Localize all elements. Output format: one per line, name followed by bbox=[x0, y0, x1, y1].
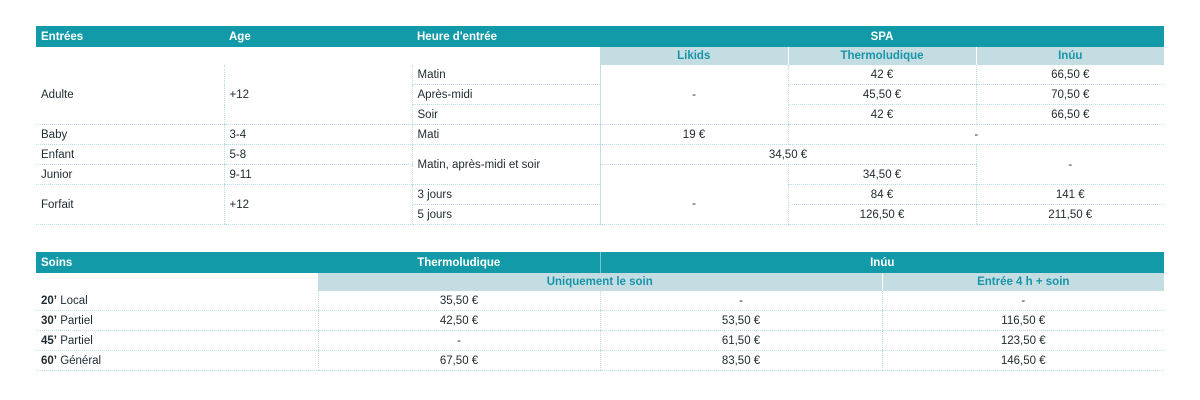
age-junior: 9-11 bbox=[224, 165, 412, 185]
header-entrees: Entrées bbox=[36, 26, 224, 47]
table-row bbox=[36, 351, 1164, 371]
soin-duration: 20’ bbox=[41, 294, 57, 307]
age-enfant: 5-8 bbox=[224, 145, 412, 165]
age-baby: 3-4 bbox=[224, 125, 412, 145]
heure-baby: Mati bbox=[412, 125, 600, 145]
heure-enfant-junior: Matin, après-midi et soir bbox=[412, 145, 600, 185]
header-age: Age bbox=[224, 26, 412, 47]
heure-matin: Matin bbox=[412, 65, 600, 85]
likids-junior-empty bbox=[600, 165, 788, 185]
header-soins: Soins bbox=[36, 252, 318, 273]
soin-uniquement: 83,50 € bbox=[600, 351, 882, 371]
heure-3-jours: 3 jours bbox=[412, 185, 600, 205]
soins-table bbox=[36, 252, 1164, 371]
subheader-thermo: Thermoludique bbox=[788, 47, 976, 65]
inuu-adulte-soir: 66,50 € bbox=[976, 105, 1164, 125]
soin-name: Partiel bbox=[57, 334, 93, 347]
soins-subheader-row bbox=[36, 273, 1164, 291]
subheader-uniquement: Uniquement le soin bbox=[318, 273, 882, 291]
soin-thermo: 35,50 € bbox=[318, 291, 600, 311]
soin-entree: 146,50 € bbox=[882, 351, 1164, 371]
row-label-enfant: Enfant bbox=[36, 145, 224, 165]
header-soins-inuu: Inúu bbox=[600, 252, 1164, 273]
table-row bbox=[36, 291, 1164, 311]
inuu-enfant-junior: - bbox=[976, 145, 1164, 185]
soin-duration: 30’ bbox=[41, 314, 57, 327]
thermo-5-jours: 126,50 € bbox=[788, 205, 976, 225]
soin-thermo: 67,50 € bbox=[318, 351, 600, 371]
inuu-adulte-am: 70,50 € bbox=[976, 85, 1164, 105]
subheader-blank bbox=[36, 47, 600, 65]
soin-thermo: 42,50 € bbox=[318, 311, 600, 331]
soins-subheader-blank bbox=[36, 273, 318, 291]
thermo-junior: 34,50 € bbox=[788, 165, 976, 185]
soin-thermo: - bbox=[318, 331, 600, 351]
soin-uniquement: 61,50 € bbox=[600, 331, 882, 351]
entrees-table bbox=[36, 26, 1164, 225]
inuu-5-jours: 211,50 € bbox=[976, 205, 1164, 225]
soin-label bbox=[36, 291, 318, 311]
soin-name: Général bbox=[57, 354, 102, 367]
row-label-forfait: Forfait bbox=[36, 185, 224, 225]
table-row bbox=[36, 125, 1164, 145]
row-label-adulte: Adulte bbox=[36, 65, 224, 125]
soin-uniquement: - bbox=[600, 291, 882, 311]
thermo-adulte-am: 45,50 € bbox=[788, 85, 976, 105]
row-label-junior: Junior bbox=[36, 165, 224, 185]
heure-5-jours: 5 jours bbox=[412, 205, 600, 225]
header-soins-thermo: Thermoludique bbox=[318, 252, 600, 273]
thermo-adulte-matin: 42 € bbox=[788, 65, 976, 85]
soin-label bbox=[36, 351, 318, 371]
header-spa: SPA bbox=[600, 26, 1164, 47]
soin-label bbox=[36, 331, 318, 351]
thermo-3-jours: 84 € bbox=[788, 185, 976, 205]
header-heure: Heure d'entrée bbox=[412, 26, 600, 47]
soin-duration: 60’ bbox=[41, 354, 57, 367]
soin-entree: - bbox=[882, 291, 1164, 311]
inuu-3-jours: 141 € bbox=[976, 185, 1164, 205]
rest-baby: - bbox=[788, 125, 1164, 145]
soin-duration: 45’ bbox=[41, 334, 57, 347]
table-row bbox=[36, 65, 1164, 85]
subheader-entree: Entrée 4 h + soin bbox=[882, 273, 1164, 291]
inuu-adulte-matin: 66,50 € bbox=[976, 65, 1164, 85]
subheader-likids: Likids bbox=[600, 47, 788, 65]
table-row bbox=[36, 185, 1164, 205]
table-row bbox=[36, 145, 1164, 165]
merged-enfant: 34,50 € bbox=[600, 145, 976, 165]
soins-header-row bbox=[36, 252, 1164, 273]
soin-name: Local bbox=[57, 294, 88, 307]
table-row bbox=[36, 311, 1164, 331]
spa-subheader-row bbox=[36, 47, 1164, 65]
soin-name: Partiel bbox=[57, 314, 93, 327]
thermo-adulte-soir: 42 € bbox=[788, 105, 976, 125]
table-row bbox=[36, 331, 1164, 351]
subheader-inuu: Inúu bbox=[976, 47, 1164, 65]
heure-apres-midi: Après-midi bbox=[412, 85, 600, 105]
age-forfait: +12 bbox=[224, 185, 412, 225]
soin-entree: 123,50 € bbox=[882, 331, 1164, 351]
soin-uniquement: 53,50 € bbox=[600, 311, 882, 331]
likids-forfait: - bbox=[600, 185, 788, 225]
age-adulte: +12 bbox=[224, 65, 412, 125]
soin-entree: 116,50 € bbox=[882, 311, 1164, 331]
soin-label bbox=[36, 311, 318, 331]
likids-adulte: - bbox=[600, 65, 788, 125]
entrees-header-row bbox=[36, 26, 1164, 47]
row-label-baby: Baby bbox=[36, 125, 224, 145]
likids-baby: 19 € bbox=[600, 125, 788, 145]
heure-soir: Soir bbox=[412, 105, 600, 125]
